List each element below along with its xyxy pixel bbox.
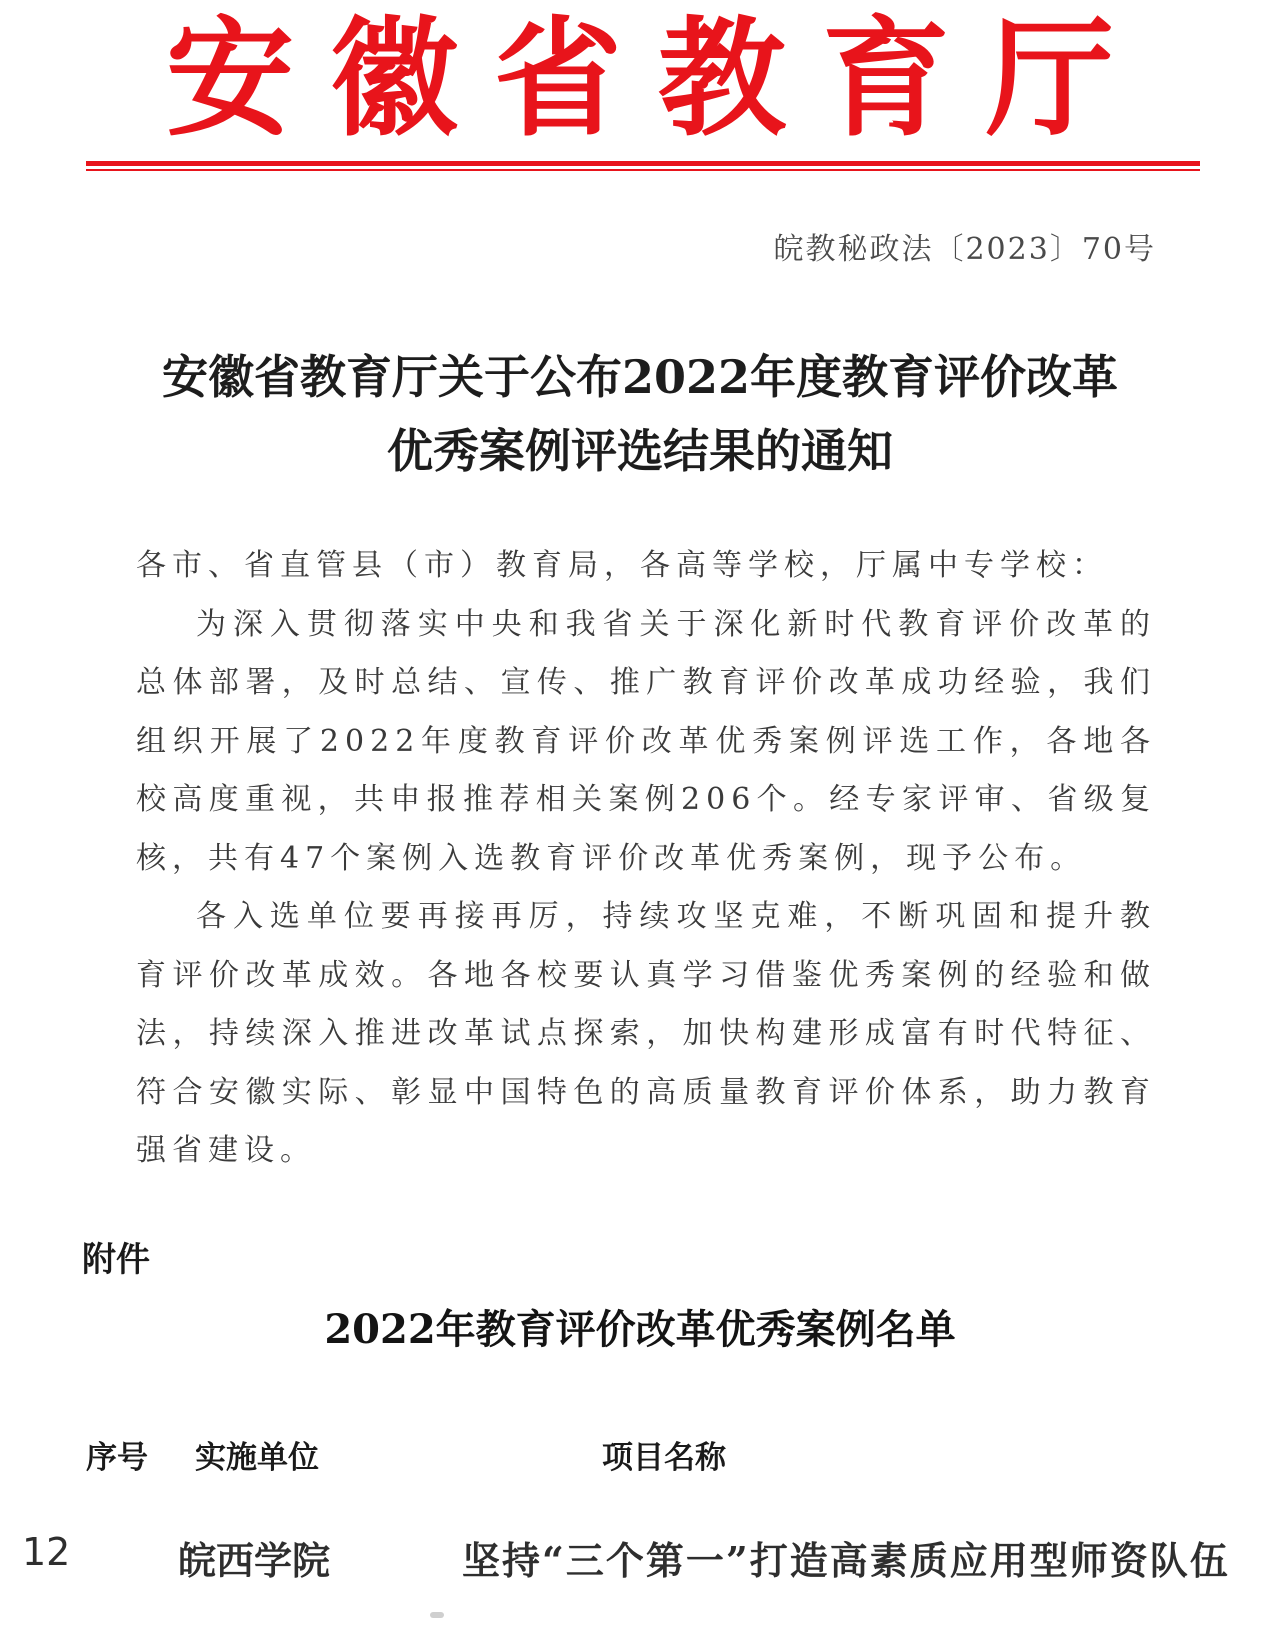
body-paragraph-2: 各入选单位要再接再厉，持续攻坚克难，不断巩固和提升教育评价改革成效。各地各校要认真学习借鉴优秀案例的经验和做法，持续深入推进改革试点探索，加快构建形成富有时代特征、符合安徽实际、彰显中国特色的高质量教育评价体系，助力教育强省建设。 xyxy=(136,899,1156,1168)
attachment-list-title: 2022年教育评价改革优秀案例名单 xyxy=(324,1306,956,1353)
document-body xyxy=(136,537,1156,1181)
table-row-unit: 皖西学院 xyxy=(178,1538,331,1583)
column-header-project: 项目名称 xyxy=(602,1440,726,1476)
document-title-line-1: 安徽省教育厅关于公布2022年度教育评价改革 xyxy=(161,350,1119,404)
attachment-label: 附件 xyxy=(82,1240,150,1280)
table-row-project: 坚持“三个第一”打造高素质应用型师资队伍 xyxy=(462,1538,1230,1583)
document-title-line-2: 优秀案例评选结果的通知 xyxy=(387,424,893,478)
document-title xyxy=(120,340,1160,488)
table-row-number: 12 xyxy=(22,1530,71,1574)
body-paragraph-1: 为深入贯彻落实中央和我省关于深化新时代教育评价改革的总体部署，及时总结、宣传、推广教育评价改革成功经验，我们组织开展了2022年度教育评价改革优秀案例评选工作，各地各校高度重视，共申报推荐相关案例206个。经专家评审、省级复核，共有47个案例入选教育评价改革优秀案例，现予公布。 xyxy=(136,606,1156,876)
masthead-title: 安徽省教育厅 xyxy=(165,4,1150,154)
salutation: 各市、省直管县（市）教育局，各高等学校，厅属中专学校： xyxy=(136,548,1108,583)
masthead-rule-thick xyxy=(86,161,1200,166)
column-header-number: 序号 xyxy=(86,1440,148,1476)
column-header-unit: 实施单位 xyxy=(195,1440,319,1476)
document-number: 皖教秘政法〔2023〕70号 xyxy=(773,232,1156,267)
cropped-text-fragment xyxy=(430,1612,444,1618)
masthead-rule-thin xyxy=(86,169,1200,171)
